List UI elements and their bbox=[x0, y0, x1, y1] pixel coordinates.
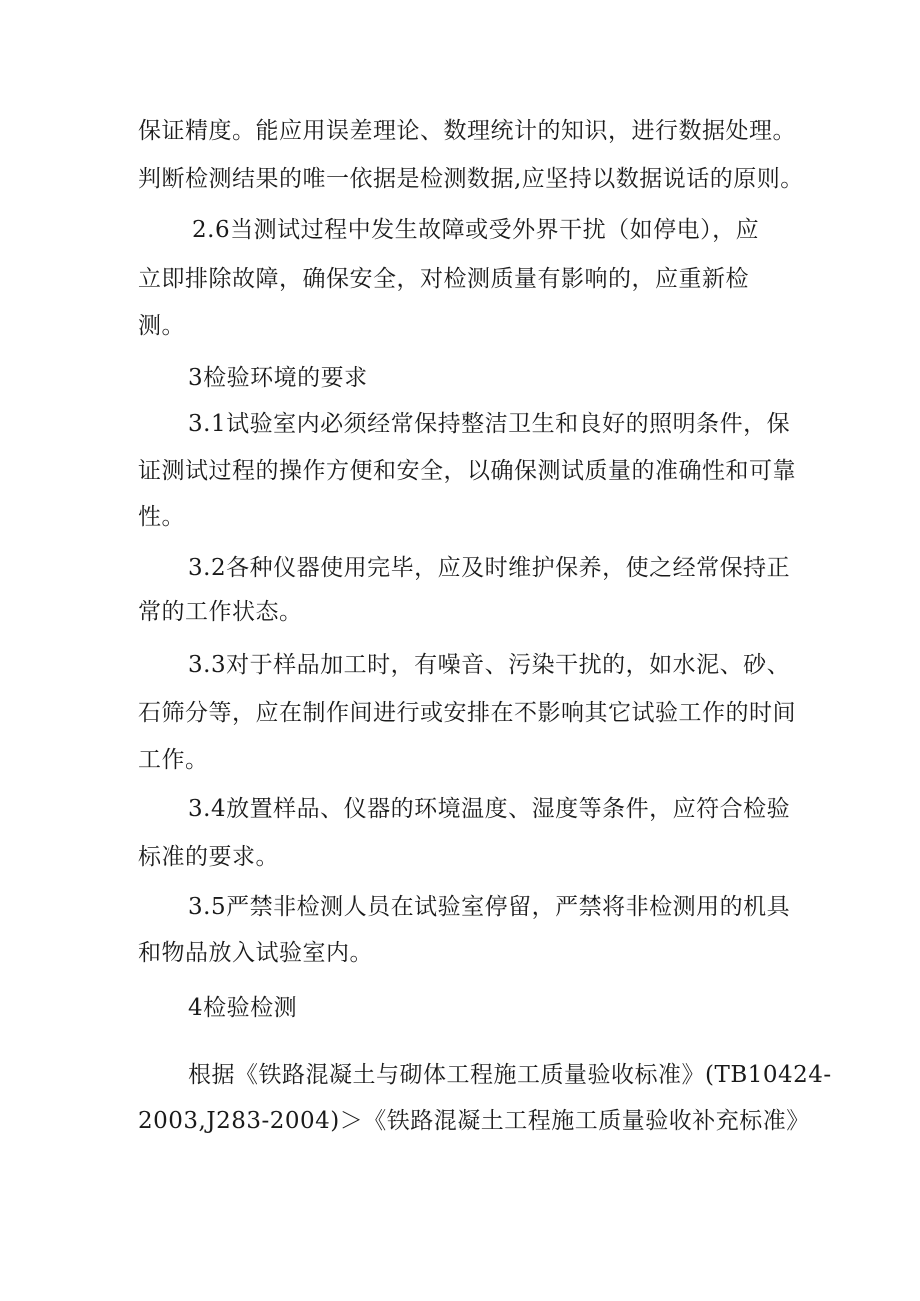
text-line: 3.2各种仪器使用完毕，应及时维护保养，使之经常保持正 bbox=[188, 555, 791, 581]
section-heading: 4检验检测 bbox=[188, 995, 298, 1021]
text-line: 3.1试验室内必须经常保持整洁卫生和良好的照明条件，保 bbox=[188, 411, 791, 437]
text-line: 根据《铁路混凝土与砌体工程施工质量验收标准》(TB10424- bbox=[188, 1062, 832, 1088]
text-line: 标准的要求。 bbox=[138, 844, 279, 870]
text-line: 和物品放入试验室内。 bbox=[138, 940, 373, 966]
text-line: 2.6当测试过程中发生故障或受外界干扰（如停电），应 bbox=[192, 217, 760, 243]
text-line: 立即排除故障，确保安全，对检测质量有影响的，应重新检 bbox=[138, 266, 749, 292]
text-line: 性。 bbox=[138, 504, 185, 530]
text-line: 3.3对于样品加工时，有噪音、污染干扰的，如水泥、砂、 bbox=[188, 652, 791, 678]
text-line: 3.5严禁非检测人员在试验室停留，严禁将非检测用的机具 bbox=[188, 894, 791, 920]
text-line: 3.4放置样品、仪器的环境温度、湿度等条件，应符合检验 bbox=[188, 796, 791, 822]
text-line: 2003,J283-2004)＞《铁路混凝土工程施工质量验收补充标准》 bbox=[138, 1108, 810, 1134]
text-line: 保证精度。能应用误差理论、数理统计的知识，进行数据处理。 bbox=[138, 118, 796, 144]
text-line: 石筛分等，应在制作间进行或安排在不影响其它试验工作的时间 bbox=[138, 700, 796, 726]
text-line: 工作。 bbox=[138, 747, 209, 773]
text-line: 判断检测结果的唯一依据是检测数据,应坚持以数据说话的原则。 bbox=[138, 166, 804, 192]
text-line: 证测试过程的操作方便和安全，以确保测试质量的准确性和可靠 bbox=[138, 458, 796, 484]
text-line: 测。 bbox=[138, 313, 185, 339]
text-line: 常的工作状态。 bbox=[138, 599, 303, 625]
section-heading: 3检验环境的要求 bbox=[188, 365, 368, 391]
